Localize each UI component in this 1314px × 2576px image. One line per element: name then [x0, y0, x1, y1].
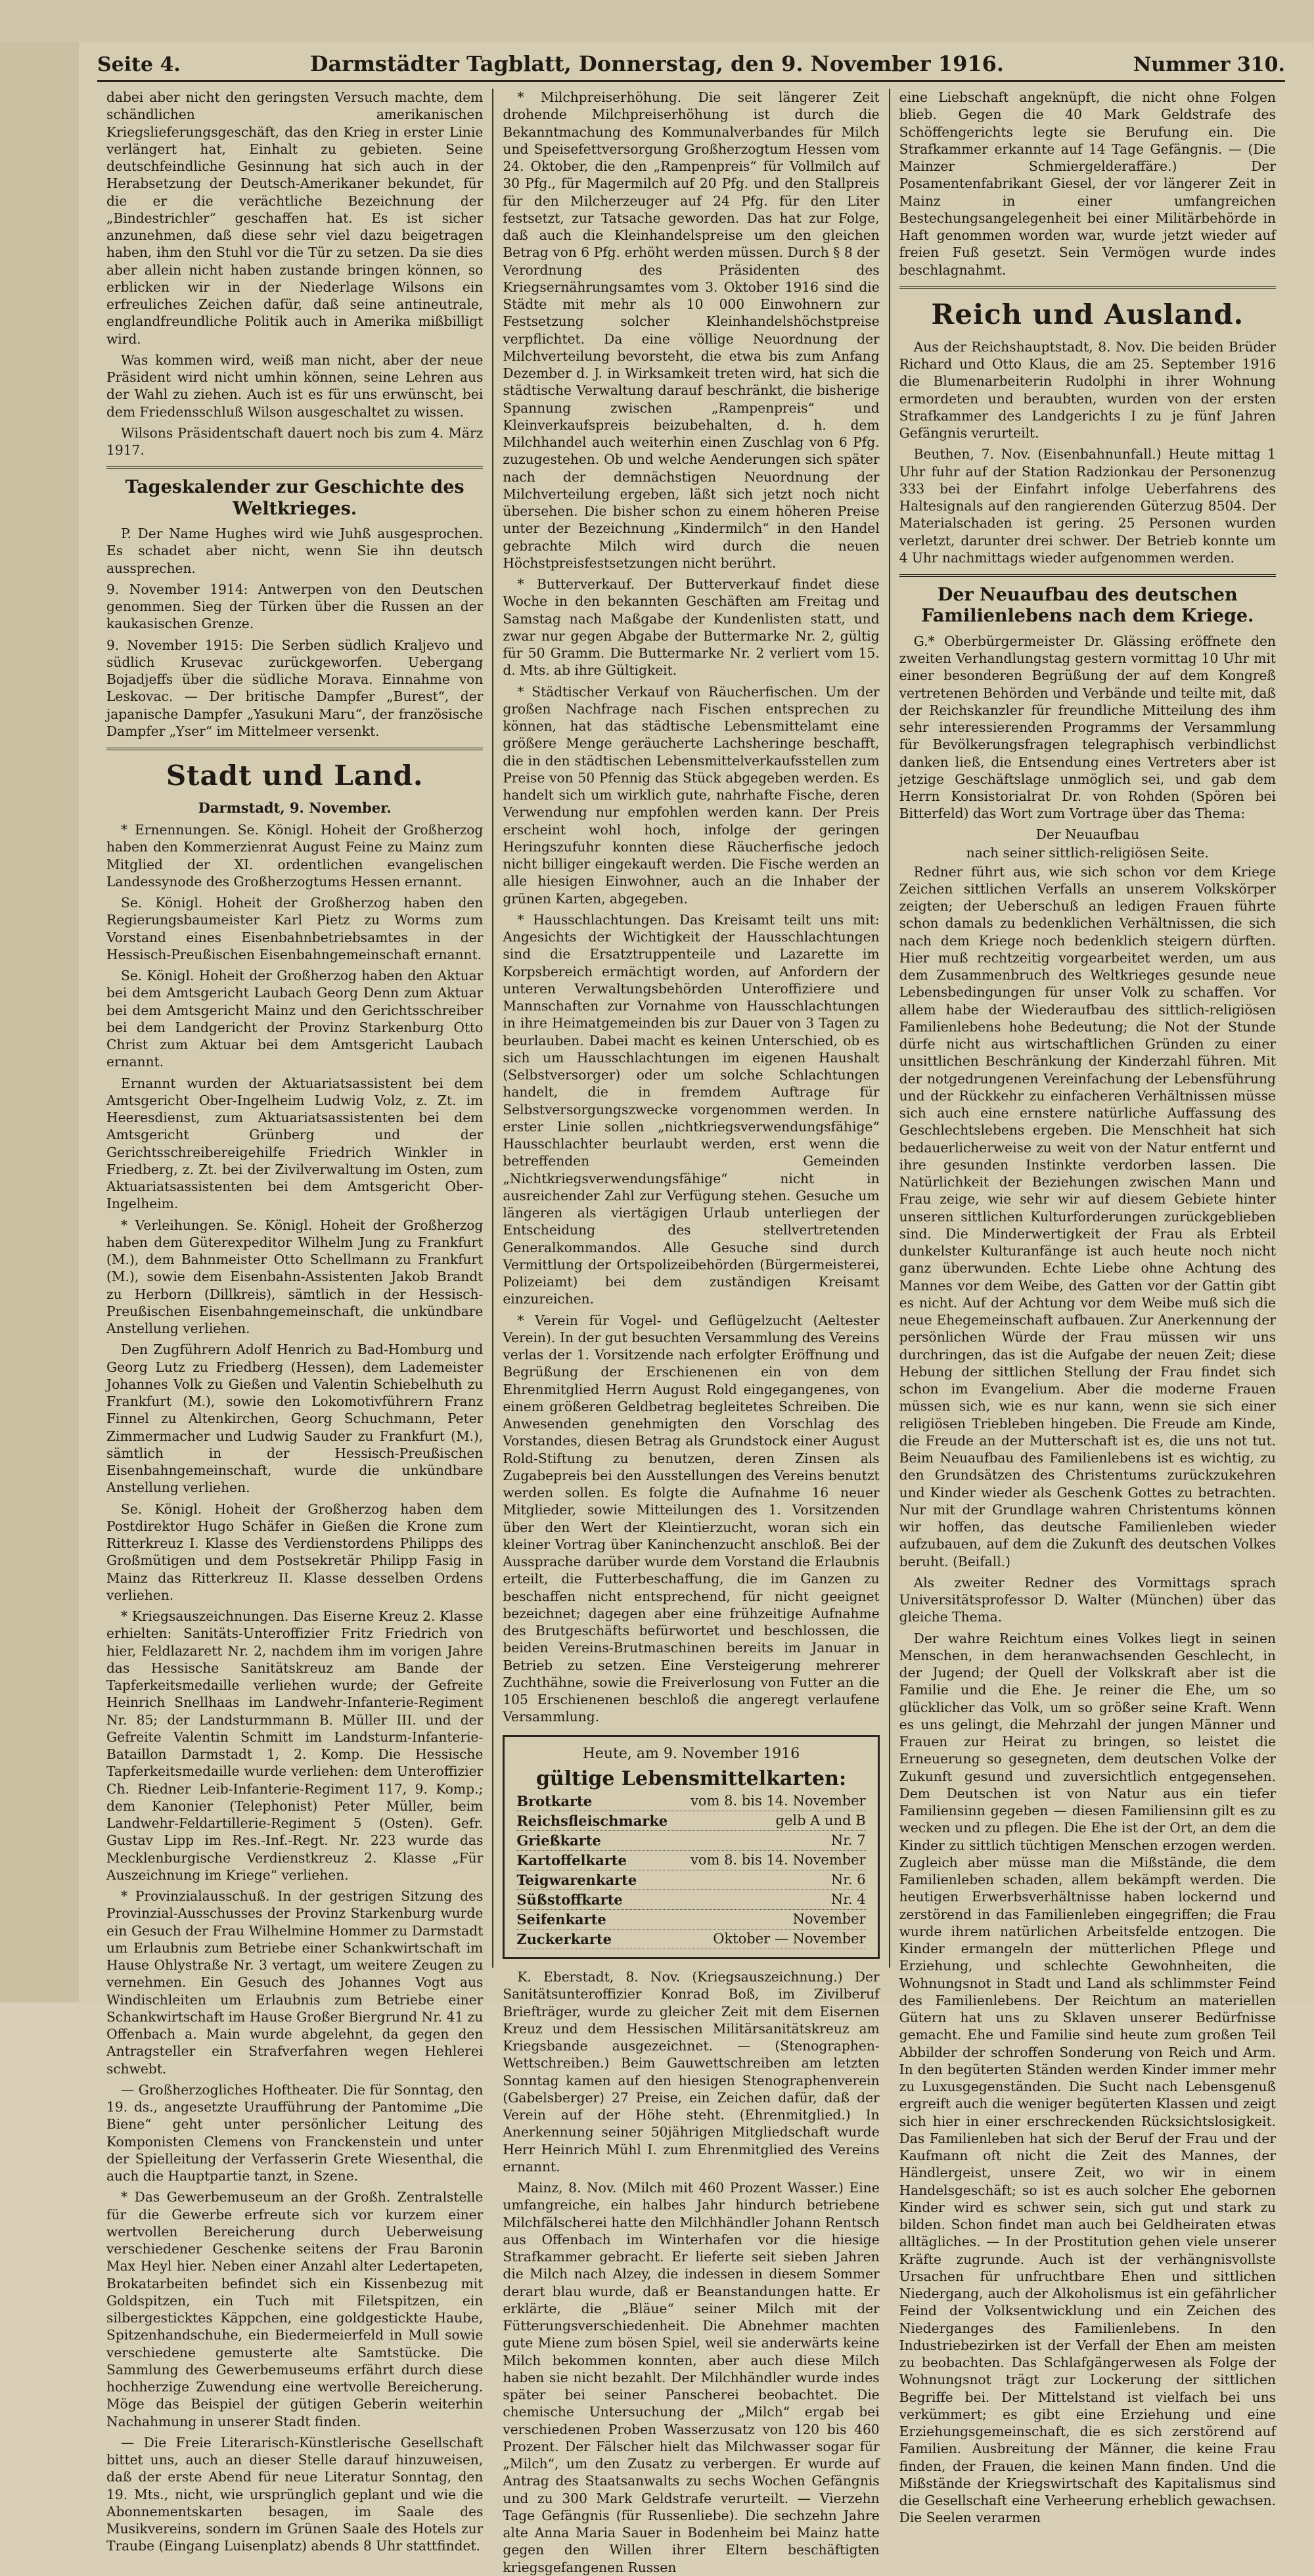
article-text: dabei aber nicht den geringsten Versuch machte, dem schändlichen amerikanischen Kriegslieferungsgeschäft, das den Krieg in erster Linie verlängert hat, Einhalt zu gebieten. Seine deutschfeindliche Gesinnung hat sich auch in der Herabsetzung der Deutsch-Amerikaner bekundet, für die er die verächtliche Bezeichnung der „Bindestrichler“ geschaffen hat. Es ist sicher anzunehmen, daß diese sehr viel dazu beigetragen haben, ihm den Stuhl vor die Tür zu setzen. Da sie dies aber allein nicht haben zustande bringen können, so erblicken wir in der Niederlage Wilsons ein erfreuliches Zeichen dafür, daß seine antineutrale, englandfreundliche Politik auch in Amerika mißbilligt wird.	[106, 89, 484, 347]
lecture-theme: nach seiner sittlich-religiösen Seite.	[966, 844, 1209, 861]
article-text: Ernannt wurden der Aktuariatsassistent bei dem Amtsgericht Ober-Ingelheim Ludwig Volz, z. Zt. im Heeresdienst, zum Aktuariatsassistenten bei dem Amtsgericht Grünberg und der Gerichtsschreibereigehilfe Friedrich Winkler in Friedberg, z. Zt. bei der Zivilverwaltung im Osten, zum Aktuariatsassistenten bei dem Amtsgericht Ober-Ingelheim.	[106, 1075, 484, 1212]
section-heading: Tageskalender zur Geschichte des Weltkrieges.	[125, 477, 464, 519]
ration-row	[516, 1870, 865, 1890]
article-text: * Butterverkauf. Der Butterverkauf findet diese Woche in den bekannten Geschäften am Freitag und Samstag nach Maßgabe der Kundenlisten statt, und zwar nur gegen Abgabe der Buttermarke Nr. 2, gültig für 50 Gramm. Die Buttermarke Nr. 2 verliert vom 15. d. Mts. ab ihre Gültigkeit.	[503, 576, 880, 679]
ration-value: Oktober — November	[713, 1931, 866, 1947]
article-text: * Provinzialausschuß. In der gestrigen Sitzung des Provinzial-Ausschusses der Provinz Starkenburg wurde ein Gesuch der Frau Wilhelmine Hommer zu Darmstadt um Erlaubnis zum Betriebe einer Schankwirtschaft im Hause Ohlystraße Nr. 3 vertagt, um weitere Zeugen zu vernehmen. Ein Gesuch des Johannes Vogt aus Windischleiten um Erlaubnis zum Betriebe einer Schankwirtschaft im Hause Großer Biergrund Nr. 41 zu Offenbach a. Main wurde abgelehnt, da gegen den Antragsteller ein Strafverfahren wegen Hehlerei schwebt.	[106, 1888, 484, 2077]
ration-name: Reichsfleischmarke	[516, 1813, 668, 1830]
columns	[97, 89, 1285, 2575]
article-text: Der wahre Reichtum eines Volkes liegt in seinen Menschen, in dem heranwachsenden Geschlecht, in der Jugend; der Quell der Volkskraft aber ist die Familie und die Ehe. Je reiner die Ehe, um so glücklicher das Volk, um so größer seine Kraft. Wenn es uns gelingt, die Mehrzahl der jungen Männer und Frauen zur Heirat zu bringen, so leistet die Erneuerung so gesegneten, dem deutschen Volke der Zukunft gesund und zuversichtlich entgegensehen. Dem Deutschen ist von Natur aus ein tiefer Familiensinn gegeben — diesen Familiensinn gilt es zu wecken und zu pflegen. Die Ehe ist der Ort, an dem die Kinder zu sittlich tüchtigen Menschen erzogen werden. Zugleich aber müsse man die Mißstände, die dem Familienleben schaden, allem bekämpft werden. Die heutigen Erwerbsverhältnisse haben lockernd und zerstörend in das Familienleben eingegriffen; die Frau wurde ihrem natürlichen Arbeitsfelde entzogen. Die Kinder ermangeln der mütterlichen Pflege und Erziehung, und schlechte Gewohnheiten, die Wohnungsnot in Stadt und Land als schlimmster Feind des Familienlebens. Der Reichtum an materiellen Gütern hat uns zu Sklaven unserer Bedürfnisse gemacht. Ehe und Familie sind heute zum großen Teil Abbilder der schroffen Sonderung von Reich und Arm. In den begüterten Ständen werden Kinder immer mehr zu Luxusgegenständen. Die Sucht nach Lebensgenuß ergreift auch die weniger begüterten Klassen und zeigt sich hier in einer erschreckenden Rücksichtslosigkeit. Das Familienleben hat sich der Beruf der Frau und der Kaufmann oft nicht die Zeit des Mannes, der Händlergeist, unsere Zeit, wo wir in einem Handelsgeschäft; so ist es auch solcher Ehe gebornen Kinder wird es schwer sein, sich gut und stark zu bilden. Schon findet man auch bei Geldheiraten etwas alltägliches. — In der Prostitution gehen viele unserer Kräfte zugrunde. Auch ist der verhängnisvollste Ursachen für unfruchtbare Ehen und sittlichen Niedergang, auch der Alkoholismus ist ein gefährlicher Feind der Volksentwicklung und ein Zeichen des Niederganges des Familienlebens. In den Industriebezirken ist der Verfall der Ehen am meisten zu beobachten. Das Schlafgängerwesen als Folge der Wohnungsnot trägt zur Lockerung der sittlichen Begriffe bei. Der Mittelstand ist vielfach bei uns verkümmert; es gibt eine Erziehung und eine Erziehungsgemeinschaft, die es sich zerstörend auf Familien. Ausbreitung der Männer, die keine Frau finden, der Frauen, die keinen Mann finden. Und die Mißstände der Kriegswirtschaft des Kapitalismus sind die Gesellschaft eine Verheerung erheblich gewachsen. Die Seelen verarmen	[899, 1630, 1276, 2526]
article-text: Se. Königl. Hoheit der Großherzog haben dem Postdirektor Hugo Schäfer in Gießen die Krone zum Ritterkreuz I. Klasse des Verdienstordens Philipps des Großmütigen und dem Postsekretär Philipp Fasig in Mainz das Ritterkreuz II. Klasse desselben Ordens verliehen.	[106, 1501, 484, 1603]
ration-value: Nr. 4	[830, 1891, 866, 1908]
ration-value: vom 8. bis 14. November	[691, 1852, 866, 1868]
ration-name: Zuckerkarte	[516, 1931, 612, 1948]
article-text: * Ernennungen. Se. Königl. Hoheit der Großherzog haben den Kommerzienrat August Feine zu Mainz zum Mitglied der XI. ordentlichen evangelischen Landessynode des Großherzogtums Hessen ernannt.	[106, 822, 484, 890]
article-text: * Verein für Vogel- und Geflügelzucht (Aeltester Verein). In der gut besuchten Versammlung des Vereins verlas der 1. Vorsitzende nach erfolgter Eröffnung und Begrüßung der Erschienenen ein von dem Ehrenmitglied Herrn August Rold eingegangenes, von einem größeren Geldbetrag begleitetes Schreiben. Die Anwesenden genehmigten den Vorschlag des Vorstandes, diesen Betrag als Grundstock einer August Rold-Stiftung zu benutzen, deren Zinsen als Zugabepreis bei den Ausstellungen des Vereins benutzt werden sollen. Es folgte die Aufnahme 16 neuer Mitglieder, sowie Mitteilungen des 1. Vorsitzenden über den Wert der Kleintierzucht, woran sich ein kleiner Vortrag über Kaninchenzucht anschloß. Bei der Aussprache darüber wurde dem Vorstand die Erlaubnis erteilt, die Futterbeschaffung, die im Ganzen zu beschaffen nicht entsprechend, für nicht geeignet bezeichnet; dagegen aber eine frühzeitige Aufnahme des Brutgeschäfts befürwortet und beschlossen, die beiden Vereins-Brutmaschinen bereits im Januar in Betrieb zu setzen. Eine Versteigerung mehrerer Zuchthähne, sowie die Freiverlosung von Futter an die 105 Erschienenen beschloß die angeregt verlaufene Versammlung.	[503, 1312, 880, 1725]
ration-value: vom 8. bis 14. November	[691, 1793, 866, 1809]
section-heading: Reich und Ausland.	[931, 298, 1244, 330]
article-text: P. Der Name Hughes wird wie Juhß ausgesprochen. Es schadet aber nicht, wenn Sie ihn deutsch aussprechen.	[106, 526, 484, 576]
section-heading: Stadt und Land.	[166, 759, 424, 792]
ration-value: Nr. 7	[830, 1832, 866, 1849]
article-text: Beuthen, 7. Nov. (Eisenbahnunfall.) Heute mittag 1 Uhr fuhr auf der Station Radzionkau der Personenzug 333 bei der Einfahrt infolge Ueberfahrens des Haltesignals auf den rangierenden Güterzug 8504. Der Materialschaden ist gering. 25 Personen wurden verletzt, darunter drei schwer. Der Betrieb konnte um 4 Uhr nachmittags wieder aufgenommen werden.	[899, 446, 1276, 566]
ration-value: Nr. 6	[830, 1872, 866, 1888]
article-text: 9. November 1914: Antwerpen von den Deutschen genommen. Sieg der Türken über die Russen an der kaukasischen Grenze.	[106, 581, 484, 632]
ration-value: gelb A und B	[775, 1813, 866, 1829]
ration-row	[516, 1890, 865, 1910]
divider	[106, 748, 483, 750]
article-text: * Verleihungen. Se. Königl. Hoheit der Großherzog haben dem Güterexpeditor Wilhelm Jung zu Frankfurt (M.), dem Bahnmeister Otto Schellmann zu Frankfurt (M.), sowie dem Eisenbahn-Assistenten Jakob Brandt zu Herborn (Dillkreis), sämtlich in der Hessisch-Preußischen Eisenbahngemeinschaft, die unkündbare Anstellung verliehen.	[106, 1217, 484, 1337]
article-text: * Milchpreiserhöhung. Die seit längerer Zeit drohende Milchpreiserhöhung ist durch die Bekanntmachung des Kommunalverbandes für Milch und Speisefettversorgung Großherzogtum Hessen vom 24. Oktober, die den „Rampenpreis“ für Vollmilch auf 30 Pfg., für Magermilch auf 20 Pfg. und den Stallpreis für den Milcherzeuger auf 24 Pfg. für den Liter festsetzt, zur Tatsache geworden. Das hat zur Folge, daß auch die Kleinhandelspreise um den gleichen Betrag von 6 Pfg. erhöht werden müssen. Durch § 8 der Verordnung des Präsidenten des Kriegsernährungsamtes vom 3. Oktober 1916 sind die Städte mit mehr als 10 000 Einwohnern zur Festsetzung solcher Kleinhandelshöchstpreise verpflichtet. Da eine völlige Neuordnung der Milchverteilung bevorsteht, die etwa bis zum Anfang Dezember d. J. in Wirksamkeit treten wird, hat sich die städtische Verwaltung darauf beschränkt, die bisherige Spannung zwischen „Rampenpreis“ und Kleinverkaufspreis beizubehalten, d. h. dem Milchhandel auch weiterhin einen Zuschlag von 6 Pfg. zuzugestehen. Ob und welche Aenderungen sich später nach der demnächstigen Neuordnung der Milchverteilung ergeben, läßt sich jetzt noch nicht übersehen. Die bisher schon zu einem höheren Preise unter der Bezeichnung „Kindermilch“ in den Handel gebrachte Milch wird durch die neuen Höchstpreisfestsetzungen nicht berührt.	[503, 89, 880, 571]
article-text: Mainz, 8. Nov. (Milch mit 460 Prozent Wasser.) Eine umfangreiche, ein halbes Jahr hindurch betriebene Milchfälscherei hatte den Milchhändler Johann Rentsch aus Offenbach im Winterhafen vor die hiesige Strafkammer gebracht. Er lieferte seit sieben Jahren die Milch nach Alzey, die indessen in diesem Sommer derart blau wurde, daß er Beanstandungen hatte. Er erklärte, die „Bläue“ seiner Milch mit der Fütterungsverschiedenheit. Die Abnehmer machten gute Miene zum bösen Spiel, weil sie anderwärts keine Milch bekommen konnten, aber auch diese Milch haben sie nicht bezahlt. Der Milchhändler wurde indes später bei seiner Panscherei beobachtet. Die chemische Untersuchung der „Milch“ ergab bei verschiedenen Proben Wasserzusatz von 120 bis 460 Prozent. Der Fälscher hielt das Milchwasser sogar für „Milch“, um den Zusatz zu verbergen. Er wurde auf Antrag des Staatsanwalts zu sechs Wochen Gefängnis und zu 300 Mark Geldstrafe verurteilt. — Vierzehn Tage Gefängnis (für Russenliebe). Die sechzehn Jahre alte Anna Maria Sauer in Bodenheim bei Mainz hatte gegen den Willen ihrer Eltern beschäftigten kriegsgefangenen Russen	[503, 2180, 880, 2575]
article-text: * Das Gewerbemuseum an der Großh. Zentralstelle für die Gewerbe erfreute sich vor kurzem einer wertvollen Bereicherung durch Ueberweisung verschiedener Geschenke seitens der Frau Baronin Max Heyl hier. Neben einer Anzahl alter Ledertapeten, Brokatarbeiten befindet sich ein Kissenbezug mit Goldspitzen, ein Tuch mit Filetspitzen, ein silbergesticktes Käppchen, eine goldgestickte Haube, Spitzenhandschuhe, ein Biedermeierfeld in Mull sowie verschiedene gemusterte alte Samtstücke. Die Sammlung des Gewerbemuseums erfährt durch diese hochherzige Zuwendung eine wertvolle Bereicherung. Möge das Beispiel der gütigen Geberin weiterhin Nachahmung in unserer Stadt finden.	[106, 2189, 484, 2429]
article-text: K. Eberstadt, 8. Nov. (Kriegsauszeichnung.) Der Sanitätsunteroffizier Konrad Boß, im Zivilberuf Briefträger, wurde zu gleicher Zeit mit dem Eisernen Kreuz und dem Hessischen Militärsanitätskreuz am Kriegsbande ausgezeichnet. — (Stenographen-Wettschreiben.) Beim Gauwettschreiben am letzten Sonntag kamen auf den hiesigen Stenographenverein (Gabelsberger) 27 Preise, ein Zeichen dafür, daß der Verein auf der Höhe steht. (Ehrenmitglied.) In Anerkennung seiner 50jährigen Mitgliedschaft wurde Herr Heinrich Mühl I. zum Ehrenmitglied des Vereins ernannt.	[503, 1969, 880, 2175]
ration-list	[516, 1792, 865, 1949]
ration-row	[516, 1811, 865, 1831]
issue-number: Nummer 310.	[1133, 53, 1285, 76]
article-text: * Städtischer Verkauf von Räucherfischen. Um der großen Nachfrage nach Fischen entsprechen zu können, hat das städtische Lebensmittelamt eine größere Menge geräucherte Lachsheringe beschafft, die in den städtischen Lebensmittelverkaufsstellen zum Preise von 50 Pfennig das Stück abgegeben werden. Es handelt sich um wirklich gute, nahrhafte Fische, deren Verwendung nur empfohlen werden kann. Der Preis erscheint wohl hoch, infolge der geringen Heringszufuhr konnten diese Räucherfische jedoch nicht billiger eingekauft werden. Die Fische werden an alle hiesigen Einwohner, auch an die Inhaber der grünen Karten, abgegeben.	[503, 683, 880, 907]
article-text: — Großherzogliches Hoftheater. Die für Sonntag, den 19. ds., angesetzte Uraufführung der Pantomime „Die Biene“ geht unter persönlicher Leitung des Komponisten Clemens von Franckenstein und unter der Spielleitung der Verfasserin Grete Wiesenthal, die auch die Hauptpartie tanzt, in Szene.	[106, 2081, 484, 2184]
ration-name: Süßstoffkarte	[516, 1891, 623, 1909]
ration-name: Seifenkarte	[516, 1911, 606, 1928]
ration-row	[516, 1831, 865, 1851]
column-2	[492, 89, 888, 2575]
ration-box-title: gültige Lebensmittelkarten:	[535, 1767, 847, 1791]
ration-row	[516, 1792, 865, 1811]
section-heading: Der Neuaufbau des deutschen Familienlebens nach dem Kriege.	[921, 585, 1254, 627]
lecture-theme: Der Neuaufbau	[1035, 826, 1139, 842]
article-text: G.* Oberbürgermeister Dr. Glässing eröffnete den zweiten Verhandlungstag gestern vormittag 10 Uhr mit einer besonderen Begrüßung der auf dem Kongreß vertretenen Behörden und Verbände und teilte mit, daß der Reichskanzler für freundliche Mitteilung des ihm sehr interessierenden Programms der Versammlung für Bevölkerungsfragen telegraphisch verbindlichst danken ließ, die Entsendung eines Vertreters aber ist jetzige Geschäftslage unmöglich sei, und gab dem Herrn Konsistorialrat Dr. von Rohden (Spören bei Bitterfeld) das Wort zum Vortrage über das Thema:	[899, 633, 1276, 822]
ration-cards-box	[503, 1735, 879, 1960]
page-top-margin	[0, 0, 1314, 42]
article-text: Redner führt aus, wie sich schon vor dem Kriege Zeichen sittlichen Verfalls an unserem Volkskörper zeigten; der Ueberschuß an ledigen Frauen führte schon damals zu bedenklichen Verhältnissen, die sich nach dem Kriege noch bedenklich steigern dürften. Hier muß rechtzeitig vorgearbeitet werden, um aus dem Zusammenbruch des Weltkrieges gesunde neue Lebensbedingungen für unser Volk zu schaffen. Vor allem habe der Wiederaufbau des sittlich-religiösen Familienlebens hohe Bedeutung; die Not der Stunde dürfe nicht aus wirtschaftlichen Gründen zu einer unsittlichen Beschränkung der Kinderzahl führen. Mit der notgedrungenen Vereinfachung der Lebensführung und der Rückkehr zu einfacheren Verhältnissen müsse sich auch eine ernstere natürliche Auffassung des Geschlechtslebens ergeben. Die Menschheit hat sich bedauerlicherweise zu weit von der Natur entfernt und ihre gesunden Instinkte verdorben lassen. Die Natürlichkeit der Beziehungen zwischen Mann und Frau zeige, wie sehr wir auf diesem Gebiete hinter unseren sittlichen Kulturforderungen zurückgeblieben sind. Die Minderwertigkeit der Frau als Erbteil dunkelster Kulturanfänge ist auch heute noch nicht ganz überwunden. Echte Liebe ohne Achtung des Mannes vor dem Weibe, des Gatten vor der Gattin gibt es nicht. Auf der Achtung vor dem Weibe muß sich die neue Ehegemeinschaft aufbauen. Zur Anerkennung der persönlichen Würde der Frau müssen wir uns durchringen, das ist die Aufgabe der neuen Zeit; diese Hebung der sittlichen Stellung der Frau findet sich schon im Evangelium. Aber die moderne Frauen müssen sich, wie es nur kann, wenn sie sich einer religiösen Triebleben hingeben. Die Freude am Kinde, die Freude an der Mutterschaft ist es, die uns not tut. Beim Neuaufbau des Familienlebens ist es wichtig, zu den Grundsätzen des Christentums zurückzukehren und Kinder wieder als Geschenk Gottes zu betrachten. Nur mit der Grundlage wahren Christentums können wir hoffen, das deutsche Familienleben wieder aufzubauen, auf dem die Zukunft des deutschen Volkes beruht. (Beifall.)	[899, 863, 1276, 1570]
article-text: Se. Königl. Hoheit der Großherzog haben den Aktuar bei dem Amtsgericht Laubach Georg Denn zum Aktuar bei dem Amtsgericht Mainz und den Gerichtsschreiber bei dem Landgericht der Provinz Starkenburg Otto Christ zum Aktuar bei dem Amtsgericht Laubach ernannt.	[106, 968, 484, 1070]
ration-name: Teigwarenkarte	[516, 1872, 637, 1889]
divider	[899, 286, 1276, 289]
masthead: Darmstädter Tagblatt, Donnerstag, den 9. November 1916.	[309, 51, 1004, 76]
divider	[106, 466, 483, 469]
article-text: 9. November 1915: Die Serben südlich Kraljevo und südlich Krusevac zurückgeworfen. Uebergang Bojadjeffs über die südliche Morava. Einnahme von Leskovac. — Der britische Dampfer „Burest“, der japanische Dampfer „Yasukuni Maru“, der französische Dampfer „Yser“ im Mittelmeer versenkt.	[106, 637, 484, 739]
ration-name: Brotkarte	[516, 1793, 593, 1810]
article-text: — Die Freie Literarisch-Künstlerische Gesellschaft bittet uns, auch an dieser Stelle darauf hinzuweisen, daß der erste Abend für neue Literatur Sonntag, den 19. Mts., nicht, wie ursprünglich geplant und wie die Abonnementskarten besagen, im Saale des Musikvereins, sondern im Grünen Saale des Hotels zur Traube (Eingang Luisenplatz) abends 8 Uhr stattfindet.	[106, 2434, 484, 2554]
page-header	[97, 51, 1285, 82]
ration-name: Kartoffelkarte	[516, 1852, 627, 1869]
article-text: * Hausschlachtungen. Das Kreisamt teilt uns mit: Angesichts der Wichtigkeit der Hausschlachtungen sind die Ersatztruppenteile und Lazarette im Korpsbereich ermächtigt worden, auf Anfordern der unteren Verwaltungsbehörden Unteroffiziere und Mannschaften zur Vornahme von Hausschlachtungen in ihre Heimatgemeinden bis zur Dauer von 3 Tagen zu beurlauben. Dabei macht es keinen Unterschied, ob es sich um Hausschlachtungen im eigenen Haushalt (Selbstversorger) oder um solche Schlachtungen handelt, die in fremdem Auftrage für Selbstversorgungszwecke vorgenommen werden. In erster Linie sollen „nichtkriegsverwendungsfähige“ Hausschlachter beurlaubt werden, erst wenn die betreffenden Gemeinden „Nichtkriegsverwendungsfähige“ nicht in ausreichender Zahl zur Verfügung stehen. Gesuche um längeren als viertägigen Urlaub unterliegen der Entscheidung des stellvertretenden Generalkommandos. Alle Gesuche sind durch Vermittlung der Ortspolizeibehörden (Bürgermeisterei, Polizeiamt) bei dem zuständigen Kreisamt einzureichen.	[503, 911, 880, 1307]
ration-name: Grießkarte	[516, 1832, 601, 1849]
article-text: Was kommen wird, weiß man nicht, aber der neue Präsident wird nicht umhin können, seine Lehren aus der Wahl zu ziehen. Auch ist es für uns erwünscht, bei dem Friedensschluß Wilson ausgeschaltet zu wissen.	[106, 351, 484, 420]
divider	[899, 574, 1276, 577]
article-text: Als zweiter Redner des Vormittags sprach Universitätsprofessor D. Walter (München) über das gleiche Thema.	[899, 1574, 1276, 1625]
ration-row	[516, 1930, 865, 1949]
article-text: Den Zugführern Adolf Henrich zu Bad-Homburg und Georg Lutz zu Friedberg (Hessen), dem Lademeister Johannes Volk zu Gießen und Valentin Schiebelhuth zu Frankfurt (M.), sowie den Lokomotivführern Franz Finnel zu Altenkirchen, Georg Schuchmann, Peter Zimmermacher und Ludwig Sauder zu Frankfurt (M.), sämtlich in der Hessisch-Preußischen Eisenbahngemeinschaft, wurde die unkündbare Anstellung verliehen.	[106, 1342, 484, 1496]
article-text: Aus der Reichshauptstadt, 8. Nov. Die beiden Brüder Richard und Otto Klaus, die am 25. September 1916 die Blumenarbeiterin Rudolphi in ihrer Wohnung ermordeten und beraubten, wurden von der ersten Strafkammer des Landgerichts I zu je fünf Jahren Gefängnis verurteilt.	[899, 338, 1276, 441]
column-1	[97, 89, 492, 2554]
ration-row	[516, 1910, 865, 1930]
article-text: Wilsons Präsidentschaft dauert noch bis zum 4. März 1917.	[106, 424, 484, 458]
dateline: Darmstadt, 9. November.	[198, 800, 392, 817]
ration-row	[516, 1851, 865, 1870]
article-text: * Kriegsauszeichnungen. Das Eiserne Kreuz 2. Klasse erhielten: Sanitäts-Unteroffizier Fritz Friedrich von hier, Feldlazarett Nr. 2, nachdem ihm im vorigen Jahre das Hessische Sanitätskreuz am Bande der Tapferkeitsmedaille verliehen wurde; der Gefreite Heinrich Snellhaas im Landwehr-Infanterie-Regiment Nr. 85; der Landsturmmann B. Müller III. und der Gefreite Valentin Schmitt im Landsturm-Infanterie-Bataillon Darmstadt 1, 2. Komp. Die Hessische Tapferkeitsmedaille wurde verliehen: dem Unteroffizier Ch. Riedner Leib-Infanterie-Regiment 117, 9. Komp.; dem Kanonier (Telephonist) Peter Müller, beim Landwehr-Feldartillerie-Regiment 5 (Osten). Gefr. Gustav Lipp im Res.-Inf.-Regt. Nr. 223 wurde das Mecklenburgische Verdienstkreuz 2. Klasse „Für Auszeichnung im Kriege“ verliehen.	[106, 1608, 484, 1883]
article-text: eine Liebschaft angeknüpft, die nicht ohne Folgen blieb. Gegen die 40 Mark Geldstrafe des Schöffengerichts legte sie Berufung ein. Die Strafkammer erkannte auf 14 Tage Gefängnis. — (Die Mainzer Schmiergelderaffäre.) Der Posamentenfabrikant Giesel, der vor längerer Zeit in Mainz in einer umfangreichen Bestechungsangelegenheit bei einer Militärbehörde in Haft genommen worden war, wurde jetzt wieder auf freien Fuß gesetzt. Sein Vermögen wurde indes beschlagnahmt.	[899, 89, 1276, 278]
article-text: Se. Königl. Hoheit der Großherzog haben den Regierungsbaumeister Karl Pietz zu Worms zum Vorstand eines Eisenbahnbetriebsamtes in der Hessisch-Preußischen Eisenbahngemeinschaft ernannt.	[106, 895, 484, 962]
ration-value: November	[792, 1911, 866, 1928]
page-number: Seite 4.	[97, 53, 181, 76]
ration-box-date: Heute, am 9. November 1916	[582, 1745, 800, 1762]
column-3	[889, 89, 1285, 2526]
